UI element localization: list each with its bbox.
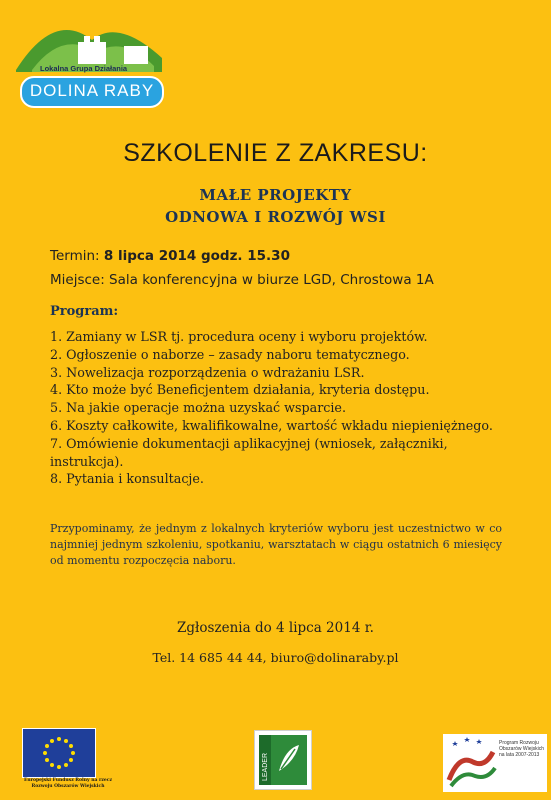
termin-line <box>50 248 290 264</box>
leader-icon <box>255 731 311 789</box>
prow-caption: Program Rozwoju Obszarów Wiejskich na lata 2007-2013 <box>499 740 545 758</box>
page-title: SZKOLENIE Z ZAKRESU: <box>123 139 428 167</box>
program-item: 4. Kto może być Beneficjentem działania, kryteria dostępu. <box>50 382 430 398</box>
termin-value: 8 lipca 2014 godz. 15.30 <box>103 248 290 264</box>
prow-emblem-icon <box>443 734 499 792</box>
program-item: 3. Nowelizacja rozporządzenia o wdrażaniu LSR. <box>50 364 365 380</box>
program-item: 7. Omówienie dokumentacji aplikacyjnej (wniosek, załączniki, instrukcja). <box>50 435 448 469</box>
program-item: 6. Koszty całkowite, kwalifikowalne, wartość wkładu niepieniężnego. <box>50 417 493 433</box>
deadline-line: Zgłoszenia do 4 lipca 2014 r. <box>177 620 374 636</box>
program-item: 5. Na jakie operacje można uzyskać wsparcie. <box>50 400 346 416</box>
eu-logo <box>22 728 117 798</box>
svg-text:LEADER: LEADER <box>262 752 269 781</box>
program-item: 8. Pytania i konsultacje. <box>50 471 204 487</box>
reminder-note: Przypominamy, że jednym z lokalnych kryteriów wyboru jest uczestnictwo w co najmniej jednym szkoleniu, spotkaniu, warsztatach w ciągu ostatnich 6 miesięcy od momentu rozpoczęcia naboru. <box>50 522 502 567</box>
program-label: Program: <box>50 304 119 319</box>
eu-caption: Europejski Fundusz Rolny na rzecz Rozwoju Obszarów Wiejskich <box>23 778 113 789</box>
termin-label: Termin: <box>50 248 100 264</box>
subheading-1: MAŁE PROJEKTY <box>199 186 352 204</box>
program-item: 1. Zamiany w LSR tj. procedura oceny i wyboru projektów. <box>50 329 428 344</box>
subheading-2: ODNOWA I ROZWÓJ WSI <box>165 208 386 226</box>
leader-logo <box>254 730 312 790</box>
program-list <box>50 328 510 488</box>
lgd-logo <box>14 14 164 108</box>
contact-line: Tel. 14 685 44 44, biuro@dolinaraby.pl <box>152 650 399 665</box>
miejsce-line: Miejsce: Sala konferencyjna w biurze LGD, Chrostowa 1A <box>50 272 434 288</box>
eu-stars-icon <box>23 729 95 777</box>
program-item: 2. Ogłoszenie o naborze – zasady naboru tematycznego. <box>50 346 410 362</box>
logo-org-name: Lokalna Grupa Działania <box>40 64 128 73</box>
logo-brand-name: DOLINA RABY <box>29 81 155 100</box>
logo-brand-box <box>20 76 164 108</box>
eu-flag-icon <box>22 728 96 778</box>
prow-logo <box>443 734 547 792</box>
